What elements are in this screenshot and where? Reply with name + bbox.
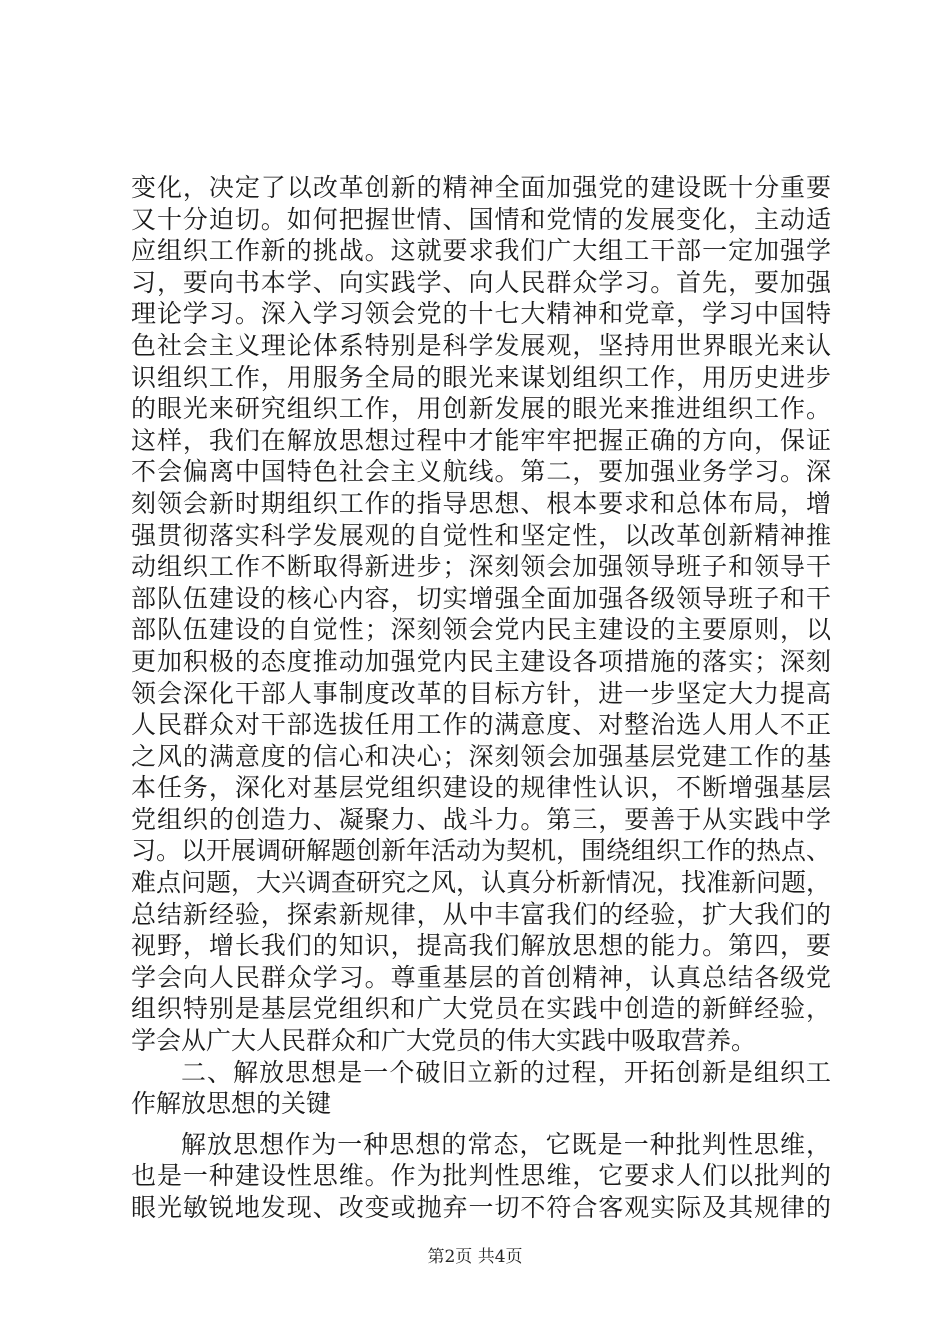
text-line: 组织特别是基层党组织和广大党员在实践中创造的新鲜经验， bbox=[131, 994, 831, 1024]
text-line: 人民群众对干部选拔任用工作的满意度、对整治选人用人不正 bbox=[131, 710, 831, 740]
text-line: 的眼光来研究组织工作，用创新发展的眼光来推进组织工作。 bbox=[131, 394, 831, 424]
text-line: 总结新经验，探索新规律，从中丰富我们的经验，扩大我们的 bbox=[131, 899, 831, 929]
text-line: 眼光敏锐地发现、改变或抛弃一切不符合客观实际及其规律的 bbox=[131, 1193, 831, 1222]
paragraph-1 bbox=[131, 172, 831, 1057]
text-line: 强贯彻落实科学发展观的自觉性和坚定性，以改革创新精神推 bbox=[131, 520, 831, 550]
text-line: 本任务，深化对基层党组织建设的规律性认识，不断增强基层 bbox=[131, 773, 831, 803]
text-line: 难点问题，大兴调查研究之风，认真分析新情况，找准新问题， bbox=[131, 868, 832, 898]
paragraph-2 bbox=[131, 1129, 831, 1224]
text-line: 习，要向书本学、向实践学、向人民群众学习。首先，要加强 bbox=[131, 267, 831, 297]
text-line: 学会从广大人民群众和广大党员的伟大实践中吸取营养。 bbox=[131, 1026, 757, 1056]
text-line: 习。以开展调研解题创新年活动为契机，围绕组织工作的热点、 bbox=[131, 836, 832, 866]
body-text bbox=[131, 172, 831, 1224]
text-line: 应组织工作新的挑战。这就要求我们广大组工干部一定加强学 bbox=[131, 236, 831, 266]
text-line: 解放思想作为一种思想的常态，它既是一种批判性思维， bbox=[181, 1129, 831, 1159]
text-line: 部队伍建设的自觉性；深刻领会党内民主建设的主要原则，以 bbox=[131, 615, 831, 645]
text-line: 变化，决定了以改革创新的精神全面加强党的建设既十分重要 bbox=[131, 173, 831, 202]
text-line: 识组织工作，用服务全局的眼光来谋划组织工作，用历史进步 bbox=[131, 362, 831, 392]
text-line: 这样，我们在解放思想过程中才能牢牢把握正确的方向，保证 bbox=[131, 425, 831, 455]
text-line: 视野，增长我们的知识，提高我们解放思想的能力。第四，要 bbox=[131, 931, 831, 961]
text-line: 不会偏离中国特色社会主义航线。第二，要加强业务学习。深 bbox=[131, 457, 831, 487]
text-line: 部队伍建设的核心内容，切实增强全面加强各级领导班子和干 bbox=[131, 583, 831, 613]
text-line: 之风的满意度的信心和决心；深刻领会加强基层党建工作的基 bbox=[131, 741, 831, 771]
page-number-footer: 第2页 共4页 bbox=[427, 1247, 523, 1267]
text-line: 也是一种建设性思维。作为批判性思维，它要求人们以批判的 bbox=[131, 1161, 831, 1191]
text-line: 动组织工作不断取得新进步；深刻领会加强领导班子和领导干 bbox=[131, 552, 831, 582]
section-heading-2 bbox=[131, 1057, 831, 1120]
text-line: 刻领会新时期组织工作的指导思想、根本要求和总体布局，增 bbox=[131, 488, 831, 518]
text-line: 领会深化干部人事制度改革的目标方针，进一步坚定大力提高 bbox=[131, 678, 831, 708]
text-line: 色社会主义理论体系特别是科学发展观，坚持用世界眼光来认 bbox=[131, 330, 831, 360]
text-line: 又十分迫切。如何把握世情、国情和党情的发展变化，主动适 bbox=[131, 204, 831, 234]
text-line: 理论学习。深入学习领会党的十七大精神和党章，学习中国特 bbox=[131, 299, 831, 329]
heading-line: 作解放思想的关键 bbox=[131, 1089, 332, 1119]
text-line: 更加积极的态度推动加强党内民主建设各项措施的落实；深刻 bbox=[131, 646, 831, 676]
text-line: 党组织的创造力、凝聚力、战斗力。第三，要善于从实践中学 bbox=[131, 804, 831, 834]
heading-line: 二、解放思想是一个破旧立新的过程，开拓创新是组织工 bbox=[181, 1057, 831, 1087]
text-line: 学会向人民群众学习。尊重基层的首创精神，认真总结各级党 bbox=[131, 962, 831, 992]
